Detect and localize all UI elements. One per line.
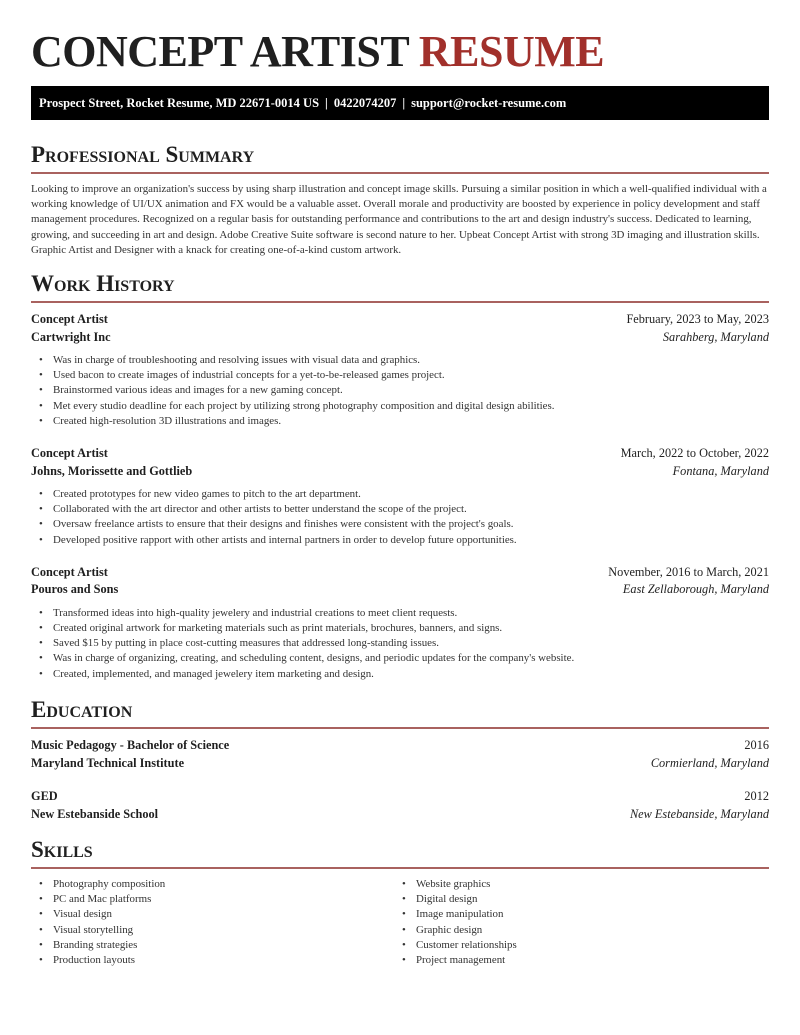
title-main: CONCEPT ARTIST: [31, 27, 409, 76]
job-bullet: • Collaborated with the art director and other artists to better understand the scope of the project.: [31, 502, 769, 517]
skills-column-right: [394, 877, 757, 968]
education-school-row: [31, 755, 769, 773]
job-bullet: • Brainstormed various ideas and images for a new gaming concept.: [31, 383, 769, 398]
job-title: Concept Artist: [31, 312, 108, 326]
job-bullet: • Developed positive rapport with other artists and internal partners in order to develop future opportunities.: [31, 533, 769, 548]
job-header-row: [31, 311, 769, 329]
job-company-row: [31, 463, 769, 481]
education-header-row: [31, 788, 769, 806]
education-school-row: [31, 806, 769, 824]
education-entry: [31, 737, 769, 772]
education-section: [31, 696, 769, 839]
job-dates: February, 2023 to May, 2023: [626, 312, 769, 326]
summary-text: Looking to improve an organization's success by using sharp illustration and concept image skills. Pursuing a similar position in which a well-qualified individual with a working knowledge of UI/UX animation and FX would be a valuable asset. Overall morale and productivity are boosted by experience in policy development and staff management procedures. Recognized on a regular basis for outstanding performance and contributions to the art and design industry's success. Dedicated to learning, growing, and succeeding in art and design. Adobe Creative Suite software is second nature to her. Upbeat Concept Artist with strong 3D imaging and illustration skills. Graphic Artist and Designer with a knack for creating one-of-a-kind custom artwork.: [31, 183, 767, 256]
job-bullet: • Created original artwork for marketing materials such as print materials, brochures, banners, and signs.: [31, 621, 769, 636]
job-bullet: • Was in charge of troubleshooting and resolving issues with visual data and graphics.: [31, 353, 769, 368]
job-bullet: • Met every studio deadline for each project by utilizing strong photography composition and digital design abilities.: [31, 399, 769, 414]
skill-item: • Visual design: [31, 907, 394, 922]
job-header-row: [31, 564, 769, 582]
education-year: 2016: [744, 738, 769, 752]
work-history-section: [31, 270, 769, 698]
education-degree: Music Pedagogy - Bachelor of Science: [31, 738, 230, 752]
job-company-row: [31, 581, 769, 599]
education-school: Maryland Technical Institute: [31, 755, 185, 770]
skill-item: • Website graphics: [394, 877, 757, 892]
job-bullet: • Was in charge of organizing, creating, and scheduling content, designs, and periodic updates for the company's website.: [31, 651, 769, 666]
section-divider: [31, 172, 769, 174]
education-location: Cormierland, Maryland: [650, 755, 769, 770]
skill-item: • Production layouts: [31, 953, 394, 968]
skill-item: • Digital design: [394, 892, 757, 907]
title-accent: RESUME: [418, 27, 605, 76]
education-degree: GED: [31, 789, 58, 803]
contact-email: support@rocket-resume.com: [411, 96, 567, 110]
education-location: New Estebanside, Maryland: [629, 806, 769, 821]
job-bullets: [31, 487, 769, 548]
job-bullet: • Transformed ideas into high-quality jewelery and industrial creations to meet client requests.: [31, 606, 769, 621]
job-location: Sarahberg, Maryland: [662, 329, 769, 344]
job-company: Pouros and Sons: [31, 582, 119, 597]
job-location: East Zellaborough, Maryland: [622, 582, 769, 597]
education-school: New Estebanside School: [31, 806, 159, 821]
resume-title: [31, 26, 604, 77]
skill-item: • Photography composition: [31, 877, 394, 892]
job-entry: [31, 564, 769, 682]
job-dates: March, 2022 to October, 2022: [620, 446, 769, 461]
skill-item: • Project management: [394, 953, 757, 968]
skill-item: • Branding strategies: [31, 938, 394, 953]
job-company: Cartwright Inc: [31, 329, 111, 344]
contact-phone: 0422074207: [333, 96, 397, 110]
job-header-row: [31, 445, 769, 463]
education-year: 2012: [744, 789, 769, 803]
job-dates: November, 2016 to March, 2021: [608, 564, 769, 579]
separator: |: [402, 96, 406, 110]
skill-item: • Visual storytelling: [31, 923, 394, 938]
job-bullet: • Used bacon to create images of industrial concepts for a yet-to-be-released games project.: [31, 368, 769, 383]
skill-item: • Image manipulation: [394, 907, 757, 922]
job-bullet: • Created high-resolution 3D illustrations and images.: [31, 414, 769, 429]
skill-item: • PC and Mac platforms: [31, 892, 394, 907]
job-bullets: [31, 606, 769, 682]
skills-section: [31, 836, 769, 968]
job-location: Fontana, Maryland: [672, 463, 769, 478]
job-entry: [31, 445, 769, 548]
job-title: Concept Artist: [31, 564, 108, 579]
section-divider: [31, 867, 769, 869]
section-heading: Education: [31, 697, 133, 722]
job-bullets: [31, 353, 769, 429]
section-heading: Professional Summary: [31, 142, 255, 167]
skill-item: • Graphic design: [394, 923, 757, 938]
job-title: Concept Artist: [31, 446, 108, 461]
skills-column-left: [31, 877, 394, 968]
section-heading: Work History: [31, 271, 175, 296]
section-heading: Skills: [31, 837, 93, 862]
summary-section: [31, 141, 769, 258]
separator: |: [325, 96, 328, 110]
job-company-row: [31, 329, 769, 347]
job-bullet: • Created, implemented, and managed jewelery item marketing and design.: [31, 667, 769, 682]
education-entry: [31, 788, 769, 823]
education-header-row: [31, 737, 769, 755]
job-bullet: • Created prototypes for new video games to pitch to the art department.: [31, 487, 769, 502]
job-bullet: • Oversaw freelance artists to ensure that their designs and finishes were consistent with the project's goals.: [31, 517, 769, 532]
section-divider: [31, 727, 769, 729]
contact-address: Prospect Street, Rocket Resume, MD 22671-0014 US: [39, 96, 320, 110]
skill-item: • Customer relationships: [394, 938, 757, 953]
skills-list: [31, 877, 769, 968]
job-entry: [31, 311, 769, 429]
section-divider: [31, 301, 769, 303]
contact-bar: [31, 86, 769, 120]
job-bullet: • Saved $15 by putting in place cost-cutting measures that addressed long-standing issues.: [31, 636, 769, 651]
job-company: Johns, Morissette and Gottlieb: [31, 463, 193, 478]
